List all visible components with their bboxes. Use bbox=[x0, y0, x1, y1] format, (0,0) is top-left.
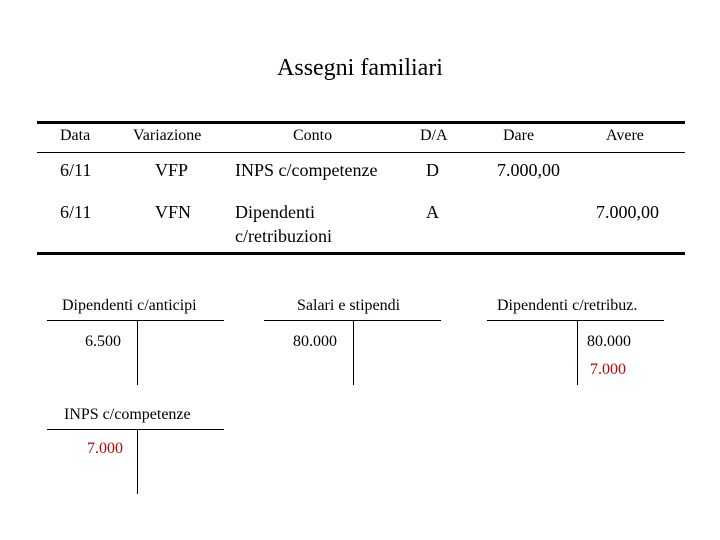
header-avere: Avere bbox=[606, 127, 644, 144]
t-account-debit-value-highlight: 7.000 bbox=[87, 440, 123, 457]
t-account-credit-value: 80.000 bbox=[587, 333, 631, 350]
t-account-debit-value: 80.000 bbox=[293, 333, 337, 350]
header-da: D/A bbox=[420, 127, 448, 144]
t-account-rule bbox=[487, 320, 664, 321]
header-data: Data bbox=[60, 127, 91, 144]
table-row-2-variazione: VFN bbox=[155, 202, 192, 222]
t-account-divider bbox=[137, 429, 138, 494]
table-row-1-dare: 7.000,00 bbox=[497, 160, 560, 180]
t-account-rule bbox=[47, 320, 224, 321]
header-rule bbox=[37, 152, 685, 153]
t-account-title: Dipendenti c/retribuz. bbox=[497, 297, 638, 314]
t-account-rule bbox=[47, 429, 224, 430]
table-row-2-data: 6/11 bbox=[60, 202, 92, 222]
header-dare: Dare bbox=[503, 127, 535, 144]
t-account-title: Salari e stipendi bbox=[297, 297, 401, 314]
table-bottom-rule bbox=[37, 252, 685, 255]
header-conto: Conto bbox=[293, 127, 333, 144]
header-variazione: Variazione bbox=[133, 127, 202, 144]
t-account-debit-value: 6.500 bbox=[85, 333, 121, 350]
t-account-title: INPS c/competenze bbox=[64, 406, 191, 423]
t-account-title: Dipendenti c/anticipi bbox=[62, 297, 197, 314]
table-row-2-da: A bbox=[426, 202, 439, 222]
table-row-1-data: 6/11 bbox=[60, 160, 92, 180]
t-account-credit-value-highlight: 7.000 bbox=[590, 361, 626, 378]
table-row-2-avere: 7.000,00 bbox=[596, 202, 659, 222]
table-top-rule bbox=[37, 121, 685, 124]
t-account-divider bbox=[577, 320, 578, 385]
page-title: Assegni familiari bbox=[277, 55, 443, 81]
t-account-divider bbox=[353, 320, 354, 385]
table-row-2-conto: Dipendenti c/retribuzioni bbox=[235, 202, 332, 246]
table-row-1-da: D bbox=[426, 160, 439, 180]
table-row-1-variazione: VFP bbox=[155, 160, 189, 180]
table-row-1-conto: INPS c/competenze bbox=[235, 160, 378, 180]
t-account-divider bbox=[137, 320, 138, 385]
